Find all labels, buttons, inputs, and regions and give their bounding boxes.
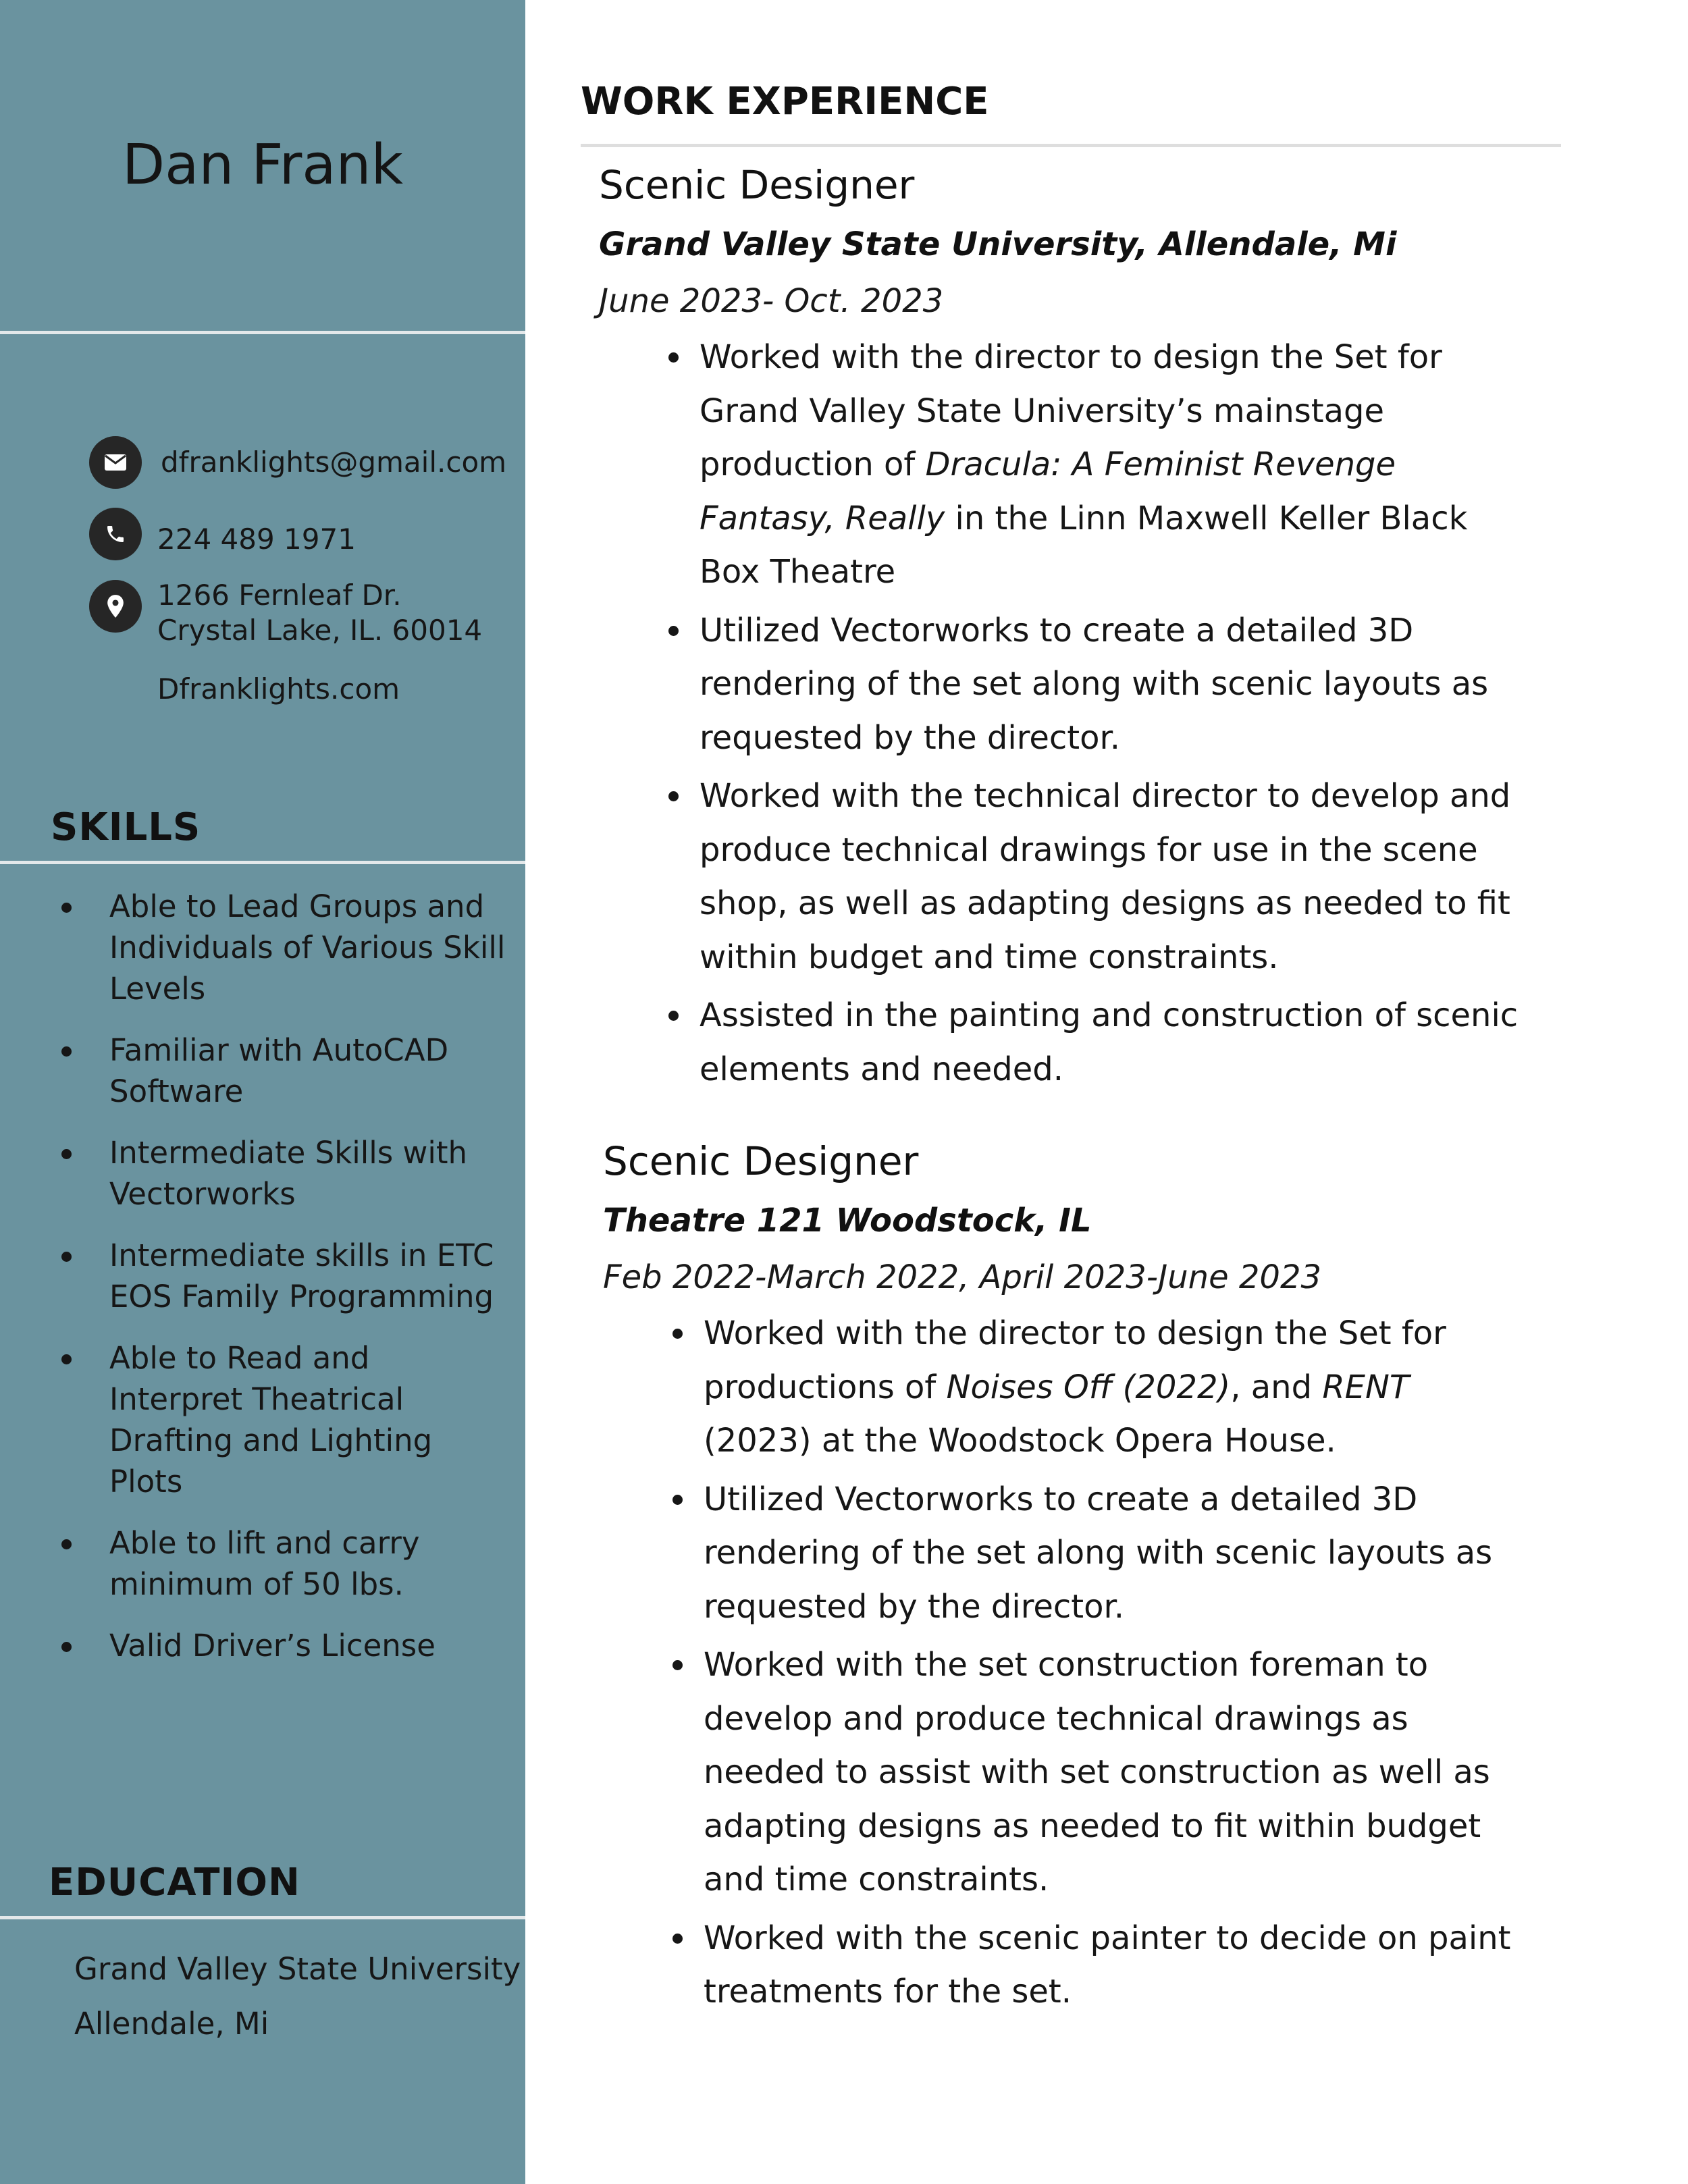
duty-item: Utilized Vectorworks to create a detailed 3D rendering of the set along with scenic layouts as requested by the director. bbox=[599, 604, 1523, 766]
job-duties bbox=[603, 1307, 1575, 2019]
candidate-name: Dan Frank bbox=[122, 133, 404, 197]
production-title: Dracula: A Feminist Revenge Fantasy, Really bbox=[700, 446, 1396, 537]
skills-list bbox=[51, 886, 510, 1686]
education-divider bbox=[0, 1916, 525, 1919]
duty-item: Worked with the director to design the Set for productions of Noises Off (2022), and RENT (2023) at the Woodstock Opera House. bbox=[603, 1307, 1527, 1468]
skill-item: Able to lift and carry minimum of 50 lbs. bbox=[51, 1522, 510, 1605]
skills-heading: SKILLS bbox=[51, 805, 201, 849]
job-dates: June 2023- Oct. 2023 bbox=[599, 282, 944, 320]
skill-item: Familiar with AutoCAD Software bbox=[51, 1030, 510, 1112]
production-title: RENT bbox=[1322, 1368, 1410, 1406]
job-duties bbox=[599, 331, 1571, 1096]
skills-divider bbox=[0, 861, 525, 864]
work-experience-heading: WORK EXPERIENCE bbox=[581, 80, 989, 124]
duty-item: Worked with the set construction foreman to develop and produce technical drawings as needed to assist with set construction as well as adapting designs as needed to fit within budget and time constraints. bbox=[603, 1639, 1527, 1907]
skill-item: Intermediate skills in ETC EOS Family Programming bbox=[51, 1235, 510, 1317]
job-dates: Feb 2022-March 2022, April 2023-June 2023 bbox=[603, 1258, 1322, 1296]
location-pin-icon bbox=[89, 580, 142, 633]
phone-icon bbox=[89, 508, 142, 560]
email-icon bbox=[89, 436, 142, 489]
skill-item: Able to Read and Interpret Theatrical Drafting and Lighting Plots bbox=[51, 1337, 510, 1502]
job-title: Scenic Designer bbox=[599, 162, 915, 208]
phone-text: 224 489 1971 bbox=[157, 523, 356, 556]
duty-item: Worked with the technical director to develop and produce technical drawings for use in the scene shop, as well as adapting designs as needed to fit within budget and time constraints. bbox=[599, 770, 1523, 984]
education-heading: EDUCATION bbox=[49, 1861, 300, 1905]
job-organization: Theatre 121 Woodstock, IL bbox=[603, 1202, 1092, 1240]
address-line2: Crystal Lake, IL. 60014 bbox=[157, 614, 483, 647]
website-text[interactable]: Dfranklights.com bbox=[157, 672, 400, 705]
job-organization: Grand Valley State University, Allendale, Mi bbox=[599, 225, 1397, 263]
email-text[interactable]: dfranklights@gmail.com bbox=[161, 446, 507, 479]
skill-item: Valid Driver’s License bbox=[51, 1625, 510, 1666]
production-title: Noises Off (2022) bbox=[946, 1368, 1231, 1406]
sidebar bbox=[0, 0, 525, 2184]
duty-item: Worked with the scenic painter to decide on paint treatments for the set. bbox=[603, 1912, 1527, 2019]
job-entry bbox=[599, 158, 1571, 1101]
address-line1: 1266 Fernleaf Dr. bbox=[157, 579, 402, 612]
duty-item: Assisted in the painting and construction of scenic elements and needed. bbox=[599, 989, 1523, 1096]
duty-item: Worked with the director to design the Set for Grand Valley State University’s mainstage production of Dracula: A Feminist Revenge Fantasy, Really in the Linn Maxwell Keller Black Box Theatre bbox=[599, 331, 1523, 600]
work-experience-divider bbox=[581, 144, 1561, 147]
skill-item: Intermediate Skills with Vectorworks bbox=[51, 1132, 510, 1215]
skill-item: Able to Lead Groups and Individuals of Various Skill Levels bbox=[51, 886, 510, 1009]
education-location: Allendale, Mi bbox=[74, 2006, 269, 2042]
job-entry bbox=[603, 1134, 1575, 2024]
duty-item: Utilized Vectorworks to create a detailed 3D rendering of the set along with scenic layouts as requested by the director. bbox=[603, 1473, 1527, 1634]
name-divider bbox=[0, 331, 525, 334]
job-title: Scenic Designer bbox=[603, 1138, 919, 1184]
education-school: Grand Valley State University bbox=[74, 1951, 521, 1987]
